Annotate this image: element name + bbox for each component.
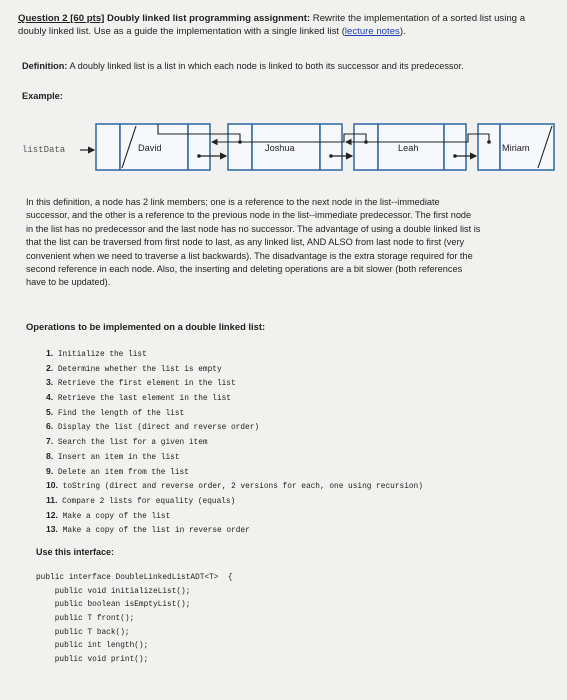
list-item: 10. toString (direct and reverse order, 2 versions for each, one using recursion)	[46, 480, 423, 492]
paragraph-line: that the list can be traversed from first node to last, as any linked list, AND ALSO from last node to first (very	[26, 237, 465, 248]
code-line: public int length();	[36, 642, 149, 651]
list-item: 12. Make a copy of the list	[46, 509, 171, 521]
definition-label: Definition:	[22, 61, 68, 71]
list-item: 1. Initialize the list	[46, 348, 147, 359]
code-line: public void initializeList();	[36, 587, 191, 596]
node-label-miriam: Miriam	[502, 143, 530, 153]
question-label: Question 2 [60 pts]	[18, 13, 105, 24]
lecture-notes-link[interactable]: lecture notes	[344, 26, 400, 37]
operations-title: Operations to be implemented on a double linked list:	[26, 321, 266, 332]
question-heading	[18, 12, 558, 38]
linked-list-diagram	[18, 120, 558, 182]
code-line: public interface DoubleLinkedListADT<T> {	[36, 574, 233, 582]
paragraph-line: In this definition, a node has 2 link members; one is a reference to the next node in the list--immediate	[26, 197, 440, 207]
interface-code	[36, 572, 233, 668]
list-item: 4. Retrieve the last element in the list	[46, 392, 231, 404]
definition	[22, 61, 552, 71]
question-text-1: Rewrite the implementation of a sorted list using a	[310, 13, 526, 24]
paragraph-line: second reference in each node. Also, the inserting and deleting operations are a bit slower (both references	[26, 264, 463, 275]
node-label-joshua: Joshua	[265, 143, 295, 153]
paragraph-line: in the list has no predecessor and the last node has no successor. The advantage of using a double linked list is	[26, 223, 481, 234]
question-text-end: ).	[399, 26, 406, 37]
question-topic: Doubly linked list programming assignment:	[104, 13, 311, 24]
list-item: 5. Find the length of the list	[46, 406, 185, 418]
list-item: 6. Display the list (direct and reverse order)	[46, 421, 260, 433]
node-label-leah: Leah	[398, 143, 419, 153]
paragraph-line: convenient when we need to traverse a list backwards). The disadvantage is the extra storage required for the	[26, 250, 473, 261]
code-line: public boolean isEmptyList();	[36, 601, 191, 610]
definition-text: A doubly linked list is a list in which each node is linked to both its successor and its predecessor.	[67, 61, 464, 71]
list-item: 3. Retrieve the first element in the list	[46, 377, 236, 389]
code-line: public T back();	[36, 628, 130, 637]
paragraph-line: successor, and the other is a reference to the previous node in the list--immediate predecessor. The first node	[26, 210, 472, 221]
code-line: public T front();	[36, 615, 135, 624]
interface-title: Use this interface:	[36, 547, 115, 557]
operations-list	[46, 346, 423, 537]
node-label-david: David	[138, 143, 162, 153]
list-head-label: listData	[22, 145, 66, 155]
explanation-paragraph	[26, 196, 540, 290]
list-item: 11. Compare 2 lists for equality (equals)	[46, 494, 236, 506]
list-item: 13. Make a copy of the list in reverse order	[46, 524, 250, 536]
code-line: public void print();	[36, 656, 149, 665]
question-text-2: doubly linked list. Use as a guide the implementation with a single linked list (	[18, 26, 345, 37]
list-item: 2. Determine whether the list is empty	[46, 362, 222, 374]
list-item: 9. Delete an item from the list	[46, 465, 189, 477]
example-label: Example:	[22, 91, 63, 101]
list-item: 7. Search the list for a given item	[46, 436, 208, 448]
list-item: 8. Insert an item in the list	[46, 450, 180, 462]
paragraph-line: have to be updated).	[26, 277, 111, 288]
